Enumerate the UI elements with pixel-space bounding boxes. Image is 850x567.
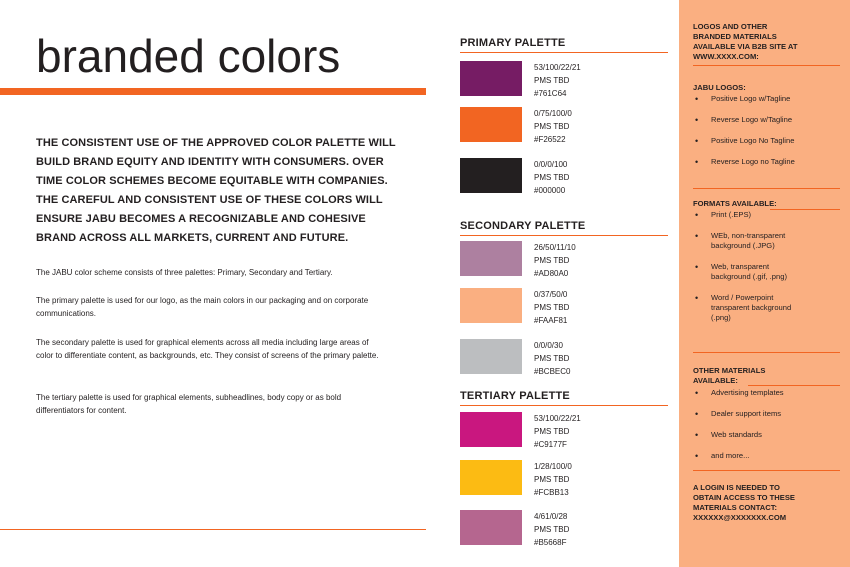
contact-line: MATERIALS CONTACT: [693, 503, 778, 512]
swatch-pms: PMS TBD [534, 475, 570, 484]
swatch-cmyk: 1/28/100/0 [534, 462, 572, 471]
lead-statement: THE CONSISTENT USE OF THE APPROVED COLOR PALETTE WILL BUILD BRAND EQUITY AND IDENTITY WITH CONSUMERS. OVER TIME COLOR SCHEMES BECOME EQUITABLE WITH COMPANIES. THE CAREFUL AND CONSISTENT USE OF THESE COLORS WILL ENSURE JABU BECOMES A RECOGNIZABLE AND COHESIVE BRAND ACROSS ALL MARKETS, CURRENT AND FUTURE. [36, 137, 396, 244]
sidebar-rule [693, 470, 840, 471]
list-item-line: Print (.EPS) [711, 210, 752, 219]
sidebar-rule [693, 352, 840, 353]
swatch-secondary-3 [460, 339, 522, 374]
swatch-tertiary-2 [460, 460, 522, 495]
swatch-hex: #FAAF81 [534, 316, 568, 325]
other-materials-list [693, 388, 784, 461]
swatch-hex: #C9177F [534, 440, 567, 449]
primary-palette-heading: PRIMARY PALETTE [460, 37, 566, 49]
primary-palette-rule [460, 52, 668, 53]
swatch-pms: PMS TBD [534, 76, 570, 85]
swatch-info [534, 61, 581, 100]
logos-list [693, 94, 795, 167]
list-item: • and more... [693, 451, 784, 461]
sidebar-intro-line: BRANDED MATERIALS [693, 32, 777, 41]
body-paragraph: The secondary palette is used for graphical elements across all media including large areas of color to differentiate content, as backgrounds, etc. They consist of screens of the primary palette. [36, 338, 379, 360]
swatch-pms: PMS TBD [534, 122, 570, 131]
list-item: • Dealer support items [693, 409, 784, 419]
body-paragraph: The JABU color scheme consists of three palettes: Primary, Secondary and Tertiary. [36, 268, 333, 277]
swatch-tertiary-3 [460, 510, 522, 545]
swatch-info [534, 412, 581, 451]
secondary-palette-rule [460, 235, 668, 236]
swatch-info [534, 339, 570, 378]
swatch-info [534, 510, 569, 549]
contact-block [693, 483, 795, 523]
list-item: • Positive Logo w/Tagline [693, 94, 795, 104]
list-item-line: • Word / Powerpoint [711, 293, 774, 302]
list-item-line: background (.JPG) [711, 241, 775, 250]
formats-heading: FORMATS AVAILABLE: [693, 199, 777, 208]
swatch-primary-1 [460, 61, 522, 96]
other-materials-heading [693, 366, 765, 386]
swatch-hex: #BCBEC0 [534, 367, 571, 376]
swatch-secondary-1 [460, 241, 522, 276]
sidebar-intro-line: LOGOS AND OTHER [693, 22, 768, 31]
swatch-hex: #AD80A0 [534, 269, 569, 278]
list-item [693, 231, 791, 251]
swatch-pms: PMS TBD [534, 427, 570, 436]
logos-heading: JABU LOGOS: [693, 83, 746, 92]
body-paragraph: The tertiary palette is used for graphical elements, subheadlines, body copy or as bold differentiators for content. [36, 393, 342, 415]
footer-rule [0, 529, 426, 530]
swatch-cmyk: 26/50/11/10 [534, 243, 576, 252]
list-item [693, 262, 791, 282]
swatch-info [534, 460, 572, 499]
contact-email: XXXXXX@XXXXXXX.COM [693, 513, 787, 522]
swatch-info [534, 107, 572, 146]
sidebar-rule [693, 188, 840, 189]
swatch-hex: #000000 [534, 186, 566, 195]
list-item-line: • Web, transparent [711, 262, 770, 271]
swatch-info [534, 288, 569, 327]
secondary-palette-heading: SECONDARY PALETTE [460, 220, 586, 232]
swatch-secondary-2 [460, 288, 522, 323]
swatch-cmyk: 53/100/22/21 [534, 63, 581, 72]
body-paragraph: The primary palette is used for our logo, as the main colors in our packaging and on corporate communications. [36, 296, 369, 318]
swatch-pms: PMS TBD [534, 256, 570, 265]
swatch-cmyk: 0/75/100/0 [534, 109, 572, 118]
swatch-pms: PMS TBD [534, 303, 570, 312]
page-title: branded colors [36, 30, 341, 82]
swatch-pms: PMS TBD [534, 173, 570, 182]
swatch-hex: #FCBB13 [534, 488, 569, 497]
swatch-pms: PMS TBD [534, 354, 570, 363]
swatch-hex: #F26522 [534, 135, 566, 144]
swatch-pms: PMS TBD [534, 525, 570, 534]
contact-line: OBTAIN ACCESS TO THESE [693, 493, 795, 502]
swatch-cmyk: 4/61/0/28 [534, 512, 568, 521]
swatch-primary-3 [460, 158, 522, 193]
swatch-info [534, 158, 569, 197]
tertiary-palette-heading: TERTIARY PALETTE [460, 390, 570, 402]
swatch-tertiary-1 [460, 412, 522, 447]
list-item: • Advertising templates [693, 388, 784, 398]
heading-line: OTHER MATERIALS [693, 366, 766, 375]
swatch-hex: #B5668F [534, 538, 567, 547]
swatch-cmyk: 53/100/22/21 [534, 414, 581, 423]
list-item [693, 293, 791, 323]
list-item-line: background (.gif, .png) [711, 272, 787, 281]
sidebar-intro [693, 22, 798, 62]
swatch-cmyk: 0/0/0/100 [534, 160, 568, 169]
contact-line: A LOGIN IS NEEDED TO [693, 483, 780, 492]
heading-line: AVAILABLE: [693, 376, 738, 385]
list-item-line: transparent background [711, 303, 792, 312]
swatch-cmyk: 0/0/0/30 [534, 341, 563, 350]
swatch-info [534, 241, 576, 280]
list-item: • Reverse Logo w/Tagline [693, 115, 795, 125]
swatch-hex: #761C64 [534, 89, 567, 98]
sidebar-rule [748, 385, 840, 386]
list-item-line: • WEb, non-transparent [711, 231, 786, 240]
list-item: • Positive Logo No Tagline [693, 136, 795, 146]
formats-list [693, 210, 791, 323]
title-underline [0, 88, 426, 95]
swatch-cmyk: 0/37/50/0 [534, 290, 568, 299]
sidebar-intro-line: AVAILABLE VIA B2B SITE AT [693, 42, 798, 51]
list-item [693, 210, 791, 220]
list-item: • Reverse Logo no Tagline [693, 157, 795, 167]
tertiary-palette-rule [460, 405, 668, 406]
swatch-primary-2 [460, 107, 522, 142]
sidebar-intro-line: WWW.XXXX.COM: [693, 52, 759, 61]
sidebar-rule [693, 65, 840, 66]
list-item-line: (.png) [711, 313, 731, 322]
list-item: • Web standards [693, 430, 784, 440]
